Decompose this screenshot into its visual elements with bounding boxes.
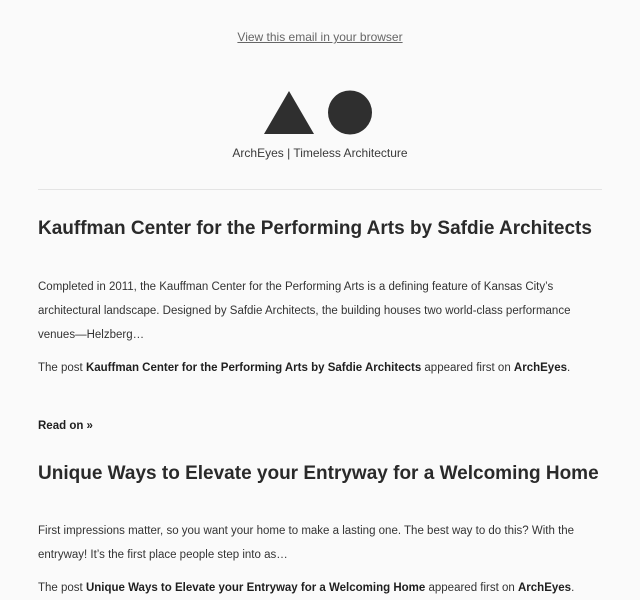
read-on-link[interactable]: Read on » <box>38 420 93 432</box>
site-link[interactable]: ArchEyes <box>513 362 567 374</box>
view-in-browser-link[interactable]: View this email in your browser <box>237 30 403 44</box>
post-attribution <box>38 582 598 594</box>
brand-tagline: ArchEyes | Timeless Architecture <box>232 146 408 160</box>
post-link[interactable]: Unique Ways to Elevate your Entryway for a Welcoming Home <box>85 582 426 594</box>
post-link[interactable]: Kauffman Center for the Performing Arts by Safdie Architects <box>85 362 422 374</box>
circle-icon <box>328 91 372 135</box>
attribution-suffix: . <box>566 362 571 374</box>
post-title[interactable]: Kauffman Center for the Performing Arts by Safdie Architects <box>38 218 592 239</box>
attribution-middle: appeared first on <box>421 362 514 374</box>
post-excerpt: Completed in 2011, the Kauffman Center for the Performing Arts is a defining feature of Kansas City’s architectural landscape. Designed by Safdie Architects, the building houses two world-class performance venues—Helzberg… <box>38 281 571 341</box>
header-divider <box>38 189 602 190</box>
site-link[interactable]: ArchEyes <box>518 582 572 594</box>
post-excerpt: First impressions matter, so you want your home to make a lasting one. The best way to do this? With the entryway! It’s the first place people step into as… <box>38 525 575 561</box>
attribution-prefix: The post <box>38 362 86 374</box>
post-attribution <box>38 362 598 374</box>
triangle-icon <box>264 91 314 134</box>
attribution-middle: appeared first on <box>425 582 518 594</box>
archeyes-logo[interactable] <box>264 90 374 136</box>
post-title[interactable]: Unique Ways to Elevate your Entryway for a Welcoming Home <box>38 463 599 484</box>
attribution-prefix: The post <box>38 582 86 594</box>
attribution-suffix: . <box>571 582 575 594</box>
